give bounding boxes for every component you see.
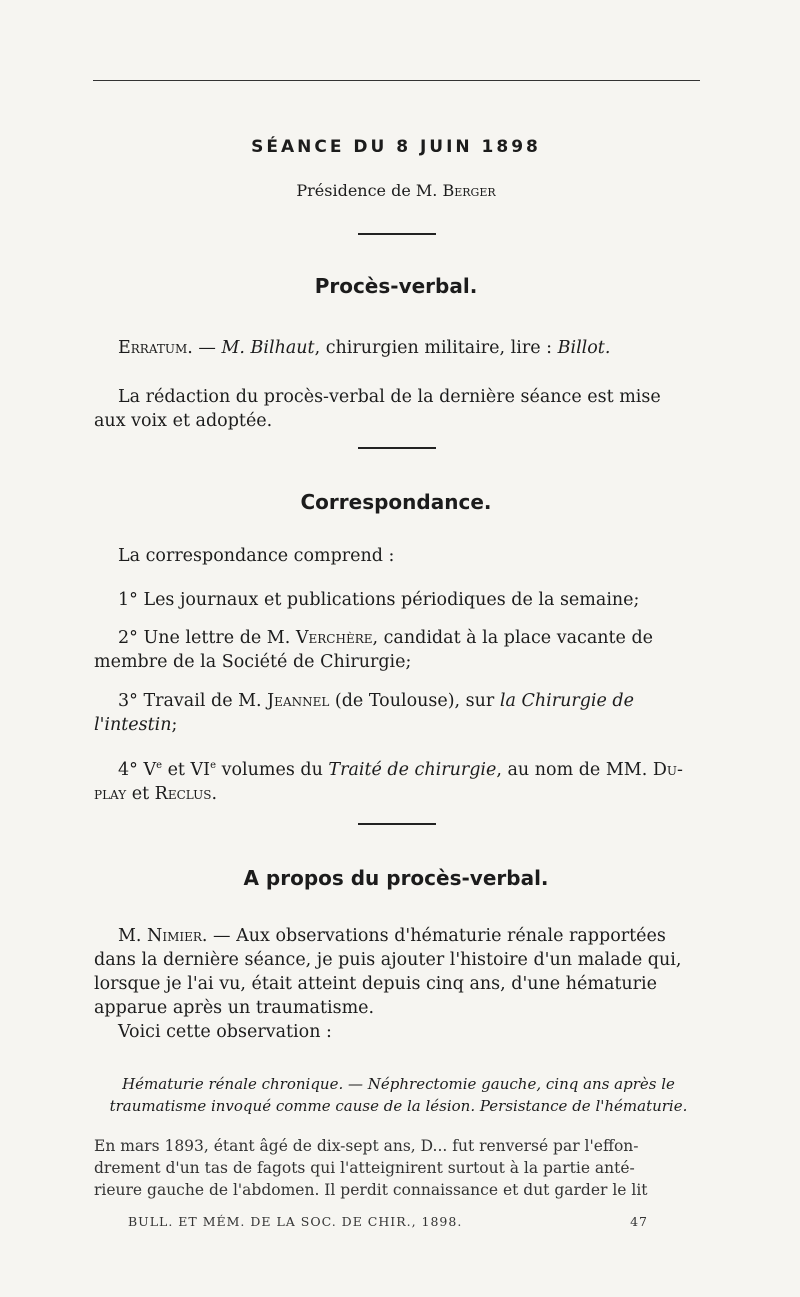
item-3-end: ; [171, 715, 178, 735]
section-divider [358, 823, 436, 825]
item-2-line-1 [94, 626, 703, 650]
item-4-prefix: 4° V [118, 759, 157, 780]
item-3-name: Jeannel [267, 691, 330, 711]
correspondance-item-3 [94, 689, 703, 737]
nimier-text-1: — Aux observations d'hématurie rénale rapportées [207, 926, 666, 946]
nimier-text-5: Voici cette observation : [118, 1022, 332, 1042]
case-line-1 [94, 1135, 703, 1157]
item-2-suffix: , candidat à la place vacante de [372, 628, 654, 648]
nimier-line-4: apparue après un traumatisme. [94, 998, 375, 1018]
item-4-volumes: volumes du [216, 759, 329, 780]
correspondance-item-4 [94, 754, 703, 806]
case-line-3: rieure gauche de l'abdomen. Il perdit connaissance et dut garder le lit [94, 1181, 648, 1199]
adoption-line-2: aux voix et adoptée. [94, 411, 273, 431]
item-3-prefix: 3° Travail de M. [118, 691, 268, 711]
section-divider [358, 233, 436, 235]
heading-proces-verbal: Procès-verbal. [314, 274, 478, 298]
item-4-sup-2: e [210, 760, 217, 771]
item-2-name: Verchère [295, 628, 373, 648]
erratum-dash: — [192, 338, 222, 358]
session-title: SÉANCE DU 8 JUIN 1898 [251, 137, 541, 157]
correspondance-intro: La correspondance comprend : [118, 546, 395, 566]
nimier-paragraph [94, 924, 703, 1044]
speaker-name: M. Nimier. [118, 926, 208, 946]
nimier-line-2: dans la dernière séance, je puis ajouter l'histoire d'un malade qui, [94, 950, 682, 970]
adoption-text-1: La rédaction du procès-verbal de la dernière séance est mise [118, 387, 661, 407]
erratum-mid: , chirurgien militaire, lire : [314, 338, 558, 358]
president-name: Berger [442, 181, 496, 200]
erratum-paragraph [118, 336, 703, 360]
page-number: 47 [630, 1214, 648, 1229]
presidence-prefix: Présidence de M. [296, 181, 438, 200]
item-4-name-1b: play [94, 783, 127, 804]
item-3-mid: (de Toulouse), sur [329, 691, 500, 711]
item-4-name-2: Reclus [154, 783, 212, 804]
observation-title-line-2: traumatisme invoqué comme cause de la lésion. Persistance de l'hématurie. [109, 1097, 688, 1115]
item-4-title: Traité de chirurgie [328, 759, 497, 780]
item-4-sup-1: e [156, 760, 163, 771]
case-text-1: En mars 1893, étant âgé de dix-sept ans, D... fut renversé par l'effon- [94, 1137, 639, 1155]
item-4-line-2 [94, 782, 703, 806]
item-4-au-nom: , au nom de MM. [496, 759, 653, 780]
correspondance-item-1: 1° Les journaux et publications périodiques de la semaine; [118, 590, 640, 610]
observation-title [94, 1073, 703, 1117]
presidence-line [90, 181, 702, 200]
journal-reference: BULL. ET MÉM. DE LA SOC. DE CHIR., 1898. [128, 1214, 463, 1229]
case-line-2: drement d'un tas de fagots qui l'atteignirent surtout à la partie anté- [94, 1159, 635, 1177]
item-4-and: et VI [162, 759, 211, 780]
erratum-label: Erratum. [118, 338, 193, 358]
nimier-line-3: lorsque je l'ai vu, était atteint depuis cinq ans, d'une hématurie [94, 974, 657, 994]
item-4-line-1 [94, 754, 703, 782]
item-3-title-part-1: la Chirurgie de [499, 691, 634, 711]
item-4-et: et [126, 783, 155, 804]
item-2-line-2: membre de la Société de Chirurgie; [94, 652, 412, 672]
top-rule [93, 80, 700, 81]
correspondance-item-2 [94, 626, 703, 674]
adoption-paragraph [94, 385, 703, 433]
page-footer [128, 1214, 648, 1229]
item-2-prefix: 2° Une lettre de M. [118, 628, 296, 648]
heading-a-propos: A propos du procès-verbal. [243, 866, 549, 890]
observation-title-line-1: Hématurie rénale chronique. — Néphrectomie gauche, cinq ans après le [122, 1075, 675, 1093]
erratum-wrong-name: M. Bilhaut [221, 338, 315, 358]
case-paragraph [94, 1135, 703, 1201]
item-3-line-2 [94, 713, 703, 737]
item-3-line-1 [94, 689, 703, 713]
heading-correspondance: Correspondance. [300, 490, 492, 514]
nimier-line-5 [94, 1020, 703, 1044]
section-divider [358, 447, 436, 449]
item-4-end: . [211, 783, 218, 804]
nimier-line-1 [94, 924, 703, 948]
item-4-name-1a: Du- [652, 759, 683, 780]
item-3-title-part-2: l'intestin [94, 715, 172, 735]
erratum-correct-name: Billot. [557, 338, 611, 358]
adoption-line-1 [94, 385, 703, 409]
